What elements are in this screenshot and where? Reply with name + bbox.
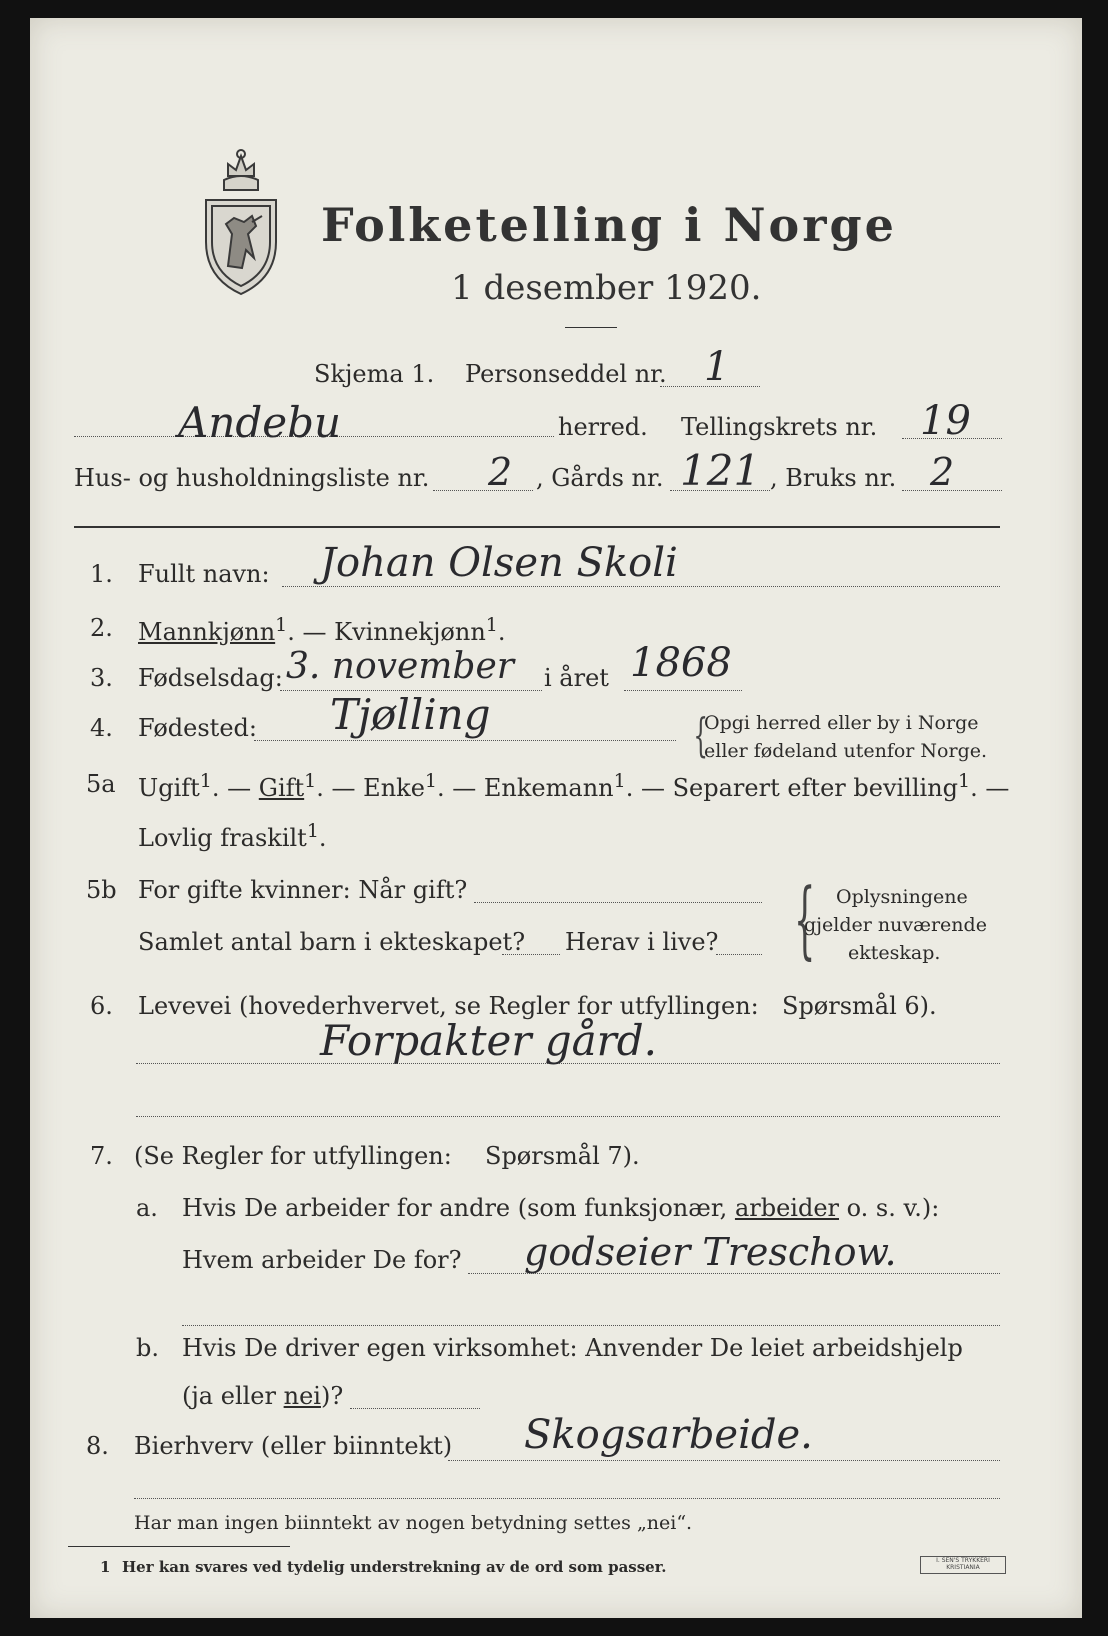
birthplace-note-line2: eller fødeland utenfor Norge. (704, 740, 988, 762)
married-when-field[interactable] (474, 902, 762, 903)
birth-day-value[interactable]: 3. november (286, 646, 514, 687)
title-divider (565, 327, 617, 328)
gender-field[interactable]: Mannkjønn$^1$. — Kvinnekjønn$^1$. (138, 614, 506, 646)
q5b-label3: Herav i live? (565, 928, 719, 956)
q7-label-b: Spørsmål 7). (485, 1142, 640, 1170)
enke-option[interactable]: Enke (363, 774, 425, 802)
census-form: Folketelling i Norge 1 desember 1920. Skjema 1. Personseddel nr. 1 Andebu herred. Tellingskrets nr. 19 Hus- og husholdningsliste nr. 2 , Gårds nr. 121 , Bruks nr. 2 1. Fullt navn: Johan Olsen Skoli 2. Mannkjønn$^1$. — Kvinnekjønn$^1$. 3. Fødselsdag: 3. november i året 1868 4. Fødested: Tjølling { Opgi herred eller by i Norge eller fødeland utenfor Norge. 5a Ugift$^1$. — Gift$^1$. — Enke$^1$. — Enkemann$^1$. — Separert efter bevilling$^1$. — Lovlig fraskilt$^1$. 5b For gifte kvinner: Når gift? Samlet antal barn i ekteskapet? Herav i live? { Oplysningene gjelder nuværende ekteskap. 6. Levevei (hovederhvervet, se Regler for utfyllingen: Spørsmål 6). Forpakter gård. 7. (Se Regler for utfyllingen: Spørsmål 7). a. Hvis De arbeider for andre (som funksjonær, arbeider o. s. v.): Hvem arbeider De for? godseier Treschow. b. Hvis De driver egen virksomhet: Anvender De leiet arbeidshjelp (ja eller nei)? 8. Bierhverv (eller biinntekt) Skogsarbeide. Har man ingen biinntekt av nogen betydning settes „nei“. 1 Her kan svares ved tydelig understrekning av de ord som passer. I. SEN'S TRYKKERI KRISTIANIA (30, 18, 1082, 1618)
arbeider-option[interactable]: arbeider (734, 1194, 839, 1222)
q7a-letter: a. (136, 1194, 158, 1222)
children-total-field[interactable] (502, 954, 560, 955)
schema-label: Skjema 1. (314, 360, 435, 388)
q8-label: Bierhverv (eller biinntekt) (134, 1432, 453, 1460)
header-divider (74, 526, 1000, 528)
nei-option[interactable]: nei (283, 1382, 321, 1410)
form-title: Folketelling i Norge (321, 198, 897, 252)
birthplace-value[interactable]: Tjølling (330, 690, 491, 739)
side-income-value[interactable]: Skogsarbeide. (524, 1412, 813, 1458)
tellingskrets-value[interactable]: 19 (920, 398, 971, 444)
coat-of-arms-icon (198, 146, 284, 298)
full-name-value[interactable]: Johan Olsen Skoli (320, 540, 678, 586)
ugift-option[interactable]: Ugift (138, 774, 200, 802)
tellingskrets-label: Tellingskrets nr. (681, 413, 878, 441)
husliste-value[interactable]: 2 (488, 450, 513, 494)
gards-value[interactable]: 121 (680, 446, 761, 495)
q2-number: 2. (90, 614, 113, 642)
q8-number: 8. (86, 1432, 109, 1460)
q7a-line1: Hvis De arbeider for andre (som funksjonær, arbeider o. s. v.): (182, 1194, 940, 1222)
personseddel-value[interactable]: 1 (704, 344, 730, 390)
children-alive-field[interactable] (716, 954, 762, 955)
q5b-label1: For gifte kvinner: Når gift? (138, 876, 468, 904)
census-date: 1 desember 1920. (451, 268, 762, 308)
separert-option[interactable]: Separert efter bevilling (672, 774, 959, 802)
personseddel-label: Personseddel nr. (465, 360, 667, 388)
q7b-line2: (ja eller nei)? (182, 1382, 344, 1410)
lovlig-fraskilt-field[interactable]: Lovlig fraskilt$^1$. (138, 820, 327, 852)
q3-label: Fødselsdag: (138, 664, 283, 692)
q4-label: Fødested: (138, 714, 257, 742)
q6-number: 6. (90, 992, 113, 1020)
printer-stamp: I. SEN'S TRYKKERI KRISTIANIA (920, 1556, 1006, 1574)
q3-number: 3. (90, 664, 113, 692)
q5b-note3: ekteskap. (848, 942, 941, 964)
q6-label: Levevei (hovederhvervet, se Regler for utfyllingen: (138, 992, 759, 1020)
q6-ref: Spørsmål 6). (782, 992, 937, 1020)
footnote-number: 1 (100, 1558, 111, 1576)
q5b-note1: Oplysningene (836, 886, 968, 908)
q7-number: 7. (90, 1142, 113, 1170)
footnote-divider (68, 1546, 290, 1547)
q1-number: 1. (90, 560, 113, 588)
birthplace-note-line1: Opgi herred eller by i Norge (704, 712, 979, 734)
q5a-number: 5a (86, 770, 116, 798)
herred-label: herred. (558, 413, 648, 441)
q5b-note2: gjelder nuværende (804, 914, 987, 936)
occupation-value[interactable]: Forpakter gård. (320, 1016, 657, 1065)
q7b-letter: b. (136, 1334, 159, 1362)
q5b-label2: Samlet antal barn i ekteskapet? (138, 928, 526, 956)
gift-option[interactable]: Gift (258, 774, 305, 802)
q7-label-a: (Se Regler for utfyllingen: (134, 1142, 452, 1170)
male-option[interactable]: Mannkjønn (138, 618, 276, 646)
lovlig-option[interactable]: Lovlig fraskilt (138, 824, 307, 852)
q7b-line1: Hvis De driver egen virksomhet: Anvender De leiet arbeidshjelp (182, 1334, 963, 1362)
hired-help-field[interactable] (350, 1408, 480, 1409)
no-income-note: Har man ingen biinntekt av nogen betydning settes „nei“. (134, 1512, 693, 1534)
husliste-label: Hus- og husholdningsliste nr. (74, 464, 430, 492)
herred-value[interactable]: Andebu (178, 398, 342, 447)
q3-year-label: i året (544, 664, 609, 692)
q4-number: 4. (90, 714, 113, 742)
birth-year-value[interactable]: 1868 (630, 640, 732, 686)
q1-label: Fullt navn: (138, 560, 270, 588)
q7a-line2: Hvem arbeider De for? (182, 1246, 462, 1274)
enkemann-option[interactable]: Enkemann (483, 774, 614, 802)
bruks-label: , Bruks nr. (770, 464, 897, 492)
bruks-value[interactable]: 2 (930, 450, 955, 494)
marital-status-field[interactable]: Ugift$^1$. — Gift$^1$. — Enke$^1$. — Enkemann$^1$. — Separert efter bevilling$^1$. — (138, 770, 1010, 802)
gards-label: , Gårds nr. (536, 464, 664, 492)
employer-value[interactable]: godseier Treschow. (524, 1230, 897, 1274)
female-option[interactable]: Kvinnekjønn (334, 618, 486, 646)
q5b-number: 5b (86, 876, 117, 904)
footnote-text: Her kan svares ved tydelig understrekning av de ord som passer. (122, 1558, 667, 1576)
